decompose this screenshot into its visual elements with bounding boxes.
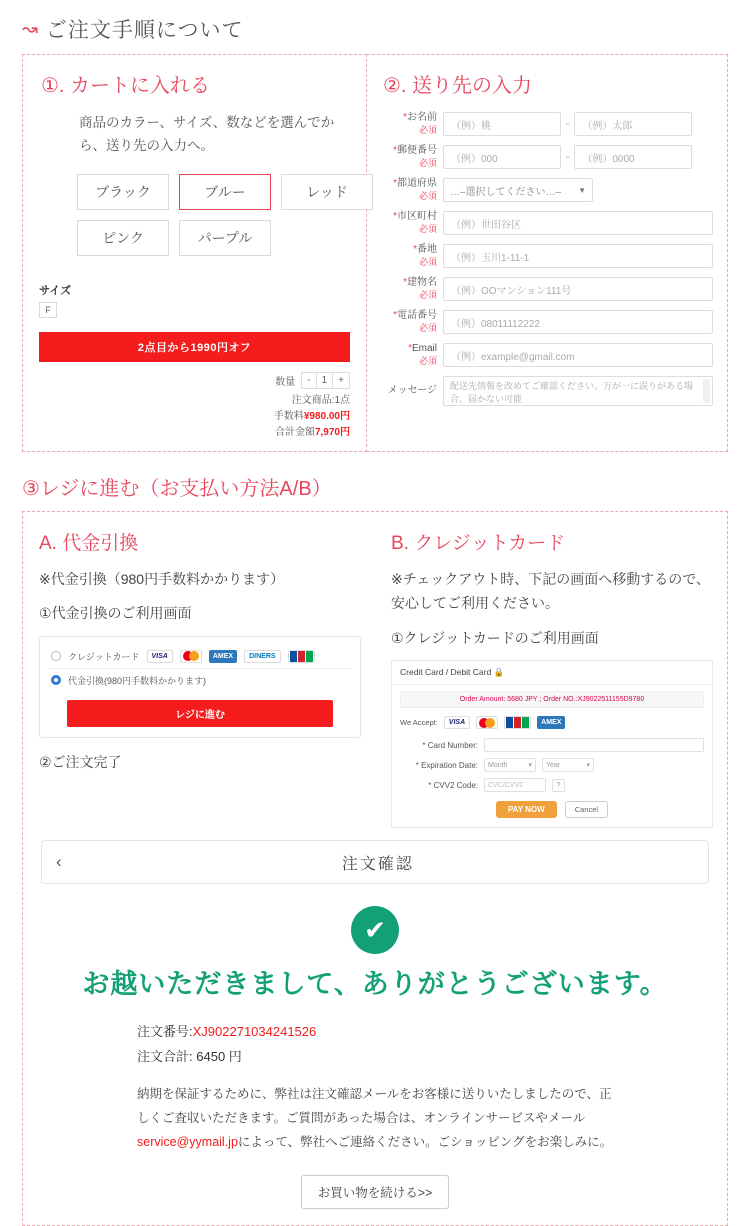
summary-items-label: 注文商品: [291,394,335,406]
field-label-message: メッセージ [387,384,437,396]
cvv-label: * CVV2 Code: [428,780,478,790]
diners-icon: DINERS [244,650,280,663]
card-number-input[interactable] [484,738,704,752]
mastercard-icon [180,650,202,663]
payment-b-note: ※チェックアウト時、下記の画面へ移動するので、安心してご利用ください。 [391,570,711,612]
summary-fee-row [39,409,350,425]
field-row-building [381,277,713,301]
field-label-postal: *郵便番号 必須 [393,145,437,168]
color-option-purple[interactable]: パープル [179,220,271,256]
field-label-building: *建物名 必須 [403,277,437,300]
prefecture-selected-value: …–選択してください…– [450,186,562,198]
confirmation-note-pre: 納期を保証するために、弊社は注文確認メールをお客様に送りいたしましたので、正しくご査収いただきます。ご質問があった場合は、オンラインサービスやメール [137,1087,612,1126]
payment-a-title: A. 代金引換 [39,532,139,554]
color-option-pink[interactable]: ピンク [77,220,169,256]
size-label: サイズ [39,284,72,297]
summary-fee-value: ¥980.00円 [303,410,350,422]
order-number-label: 注文番号: [137,1024,193,1040]
field-row-city [381,211,713,235]
field-label-prefecture: *都道府県 必須 [393,178,437,201]
field-label-phone: *電話番号 必須 [393,310,437,333]
payment-b-title: B. クレジットカード [391,532,566,554]
order-total-label: 注文合計: [137,1049,193,1065]
arrow-icon: ↝ [22,18,38,40]
cvv-row [392,775,712,795]
summary-items-value: 1点 [334,394,350,406]
field-row-name [381,112,713,136]
name-first-input[interactable]: （例）太郎 [574,112,692,136]
street-input[interactable]: （例）玉川1-11-1 [443,244,713,268]
jcb-icon [504,716,531,729]
color-options-row-1 [77,174,350,210]
payment-options-box [39,636,361,738]
building-input[interactable]: （例）OOマンション111号 [443,277,713,301]
order-number-row [137,1021,709,1040]
visa-icon: VISA [147,650,173,663]
summary-total-row [39,425,350,441]
quantity-stepper[interactable] [301,372,350,389]
back-icon[interactable]: ‹ [56,852,62,872]
step2-panel [367,54,728,452]
payment-a-note: ※代金引換（980円手数料かかります） [39,570,285,587]
order-summary [39,393,350,441]
field-label-street: *番地 必須 [413,244,437,267]
amex-icon: AMEX [537,716,565,729]
order-confirmation-section [23,836,727,1224]
step1-description: 商品のカラー、サイズ、数などを選んでから、送り先の入力へ。 [79,115,335,153]
credit-card-actions [392,795,712,827]
email-input[interactable]: （例）example@gmail.com [443,343,713,367]
quantity-row [39,372,350,389]
expiration-row [392,755,712,775]
expiration-year-select[interactable]: Year ▾ [542,758,594,772]
name-separator: - [566,118,570,130]
name-last-input[interactable]: （例）桃 [443,112,561,136]
jcb-icon [288,650,315,663]
postal-code-1-input[interactable]: （例）000 [443,145,561,169]
step1-panel [22,54,367,452]
step2-title: ②. 送り先の入力 [383,75,533,97]
payment-method-a [23,512,375,837]
cvv-input[interactable]: CVC/CVV2 [484,778,546,792]
field-row-postal [381,145,713,169]
confirmation-header-bar [41,840,709,884]
textarea-scrollbar[interactable] [703,379,710,403]
summary-total-value: 7,970円 [314,426,350,438]
chevron-down-icon: ▾ [586,762,590,770]
credit-card-panel [391,660,713,828]
promo-banner: 2点目から1990円オフ [39,332,350,362]
field-row-email [381,343,713,367]
credit-card-panel-title: Credit Card / Debit Card 🔒 [392,661,712,685]
field-label-email: *Email 必須 [408,343,437,366]
support-email: service@yymail.jp [137,1134,238,1149]
lock-icon: 🔒 [493,667,505,678]
field-row-message [381,376,713,406]
quantity-minus-button[interactable]: - [307,374,311,386]
page-header [0,0,750,54]
chevron-down-icon: ▼ [578,185,586,195]
expiration-month-select[interactable]: Month ▾ [484,758,536,772]
card-number-row [392,735,712,755]
pay-now-button[interactable]: PAY NOW [496,801,557,818]
card-number-label: * Card Number: [422,740,478,750]
field-row-prefecture [381,178,713,202]
continue-shopping-button[interactable]: お買い物を続ける>> [301,1175,449,1209]
order-number-value: XJ902271034241526 [192,1024,317,1040]
radio-icon[interactable] [51,651,61,661]
cancel-button[interactable]: Cancel [565,801,608,818]
postal-separator: - [566,151,570,163]
confirmation-note-post: によって、弊社へご連絡ください。ごショッピングをお楽しみに。 [237,1134,613,1149]
payment-a-substep-2: ②ご注文完了 [39,753,122,770]
summary-fee-label: 手数料 [273,410,304,422]
message-textarea[interactable] [443,376,713,406]
order-amount-text: Order Amount: 5680 JPY ; Order NO.:XJ9022511155D9780 [400,691,704,708]
payment-option-credit-card[interactable] [49,645,351,668]
step1-title: ①. カートに入れる [41,75,211,97]
field-label-name: *お名前 必須 [403,112,437,135]
payment-option-cod-label: 代金引換(980円手数料かかります) [68,675,207,686]
field-label-city: *市区町村 必須 [393,211,437,234]
visa-icon: VISA [444,716,470,729]
radio-selected-icon[interactable] [51,675,61,685]
chevron-down-icon: ▾ [528,762,532,770]
accepted-cards-row [392,714,712,735]
summary-total-label: 合計金額 [274,426,315,438]
amex-icon: AMEX [209,650,237,663]
page-title: ご注文手順について [45,19,244,42]
postal-code-2-input[interactable]: （例）0000 [574,145,692,169]
color-option-red[interactable]: レッド [281,174,373,210]
color-option-black[interactable]: ブラック [77,174,169,210]
city-input[interactable]: （例）世田谷区 [443,211,713,235]
phone-input[interactable]: （例）08011112222 [443,310,713,334]
size-option-f[interactable]: F [39,302,57,318]
message-placeholder: 配送先情報を改めてご確認ください。万が一に誤りがある場合、届かない可能 [450,381,694,404]
expiration-label: * Expiration Date: [415,760,478,770]
summary-items-row [39,393,350,409]
payment-option-cod[interactable] [49,668,351,692]
color-options-row-2 [77,220,350,256]
check-icon: ✔ [351,906,399,954]
quantity-label: 数量 [275,376,296,388]
step3-panel [22,511,728,1226]
field-row-phone [381,310,713,334]
prefecture-select[interactable] [443,178,593,202]
order-total-value: 6450 円 [196,1049,242,1065]
quantity-plus-button[interactable]: + [338,374,344,386]
payment-method-b [375,512,727,837]
field-row-street [381,244,713,268]
quantity-value: 1 [316,373,334,388]
confirmation-note [137,1083,613,1154]
help-icon[interactable]: ? [552,779,565,792]
color-option-blue[interactable]: ブルー [179,174,271,210]
payment-b-substep-1: ①クレジットカードのご利用画面 [391,629,599,646]
mastercard-icon [476,716,498,729]
steps-1-2-container [22,54,728,452]
accepted-cards-label: We Accept: [400,718,438,728]
step3-title: ③レジに進む（お支払い方法A/B） [22,477,332,500]
confirmation-title: 注文確認 [341,855,414,873]
order-total-row [137,1046,709,1065]
success-icon-wrap [41,906,709,954]
payment-option-credit-card-label: クレジットカード [68,651,140,662]
proceed-to-checkout-button[interactable]: レジに進む [67,700,333,727]
payment-a-substep-1: ①代金引換のご利用画面 [39,605,192,622]
thank-you-message: お越いただきまして、ありがとうございます。 [82,969,668,1000]
